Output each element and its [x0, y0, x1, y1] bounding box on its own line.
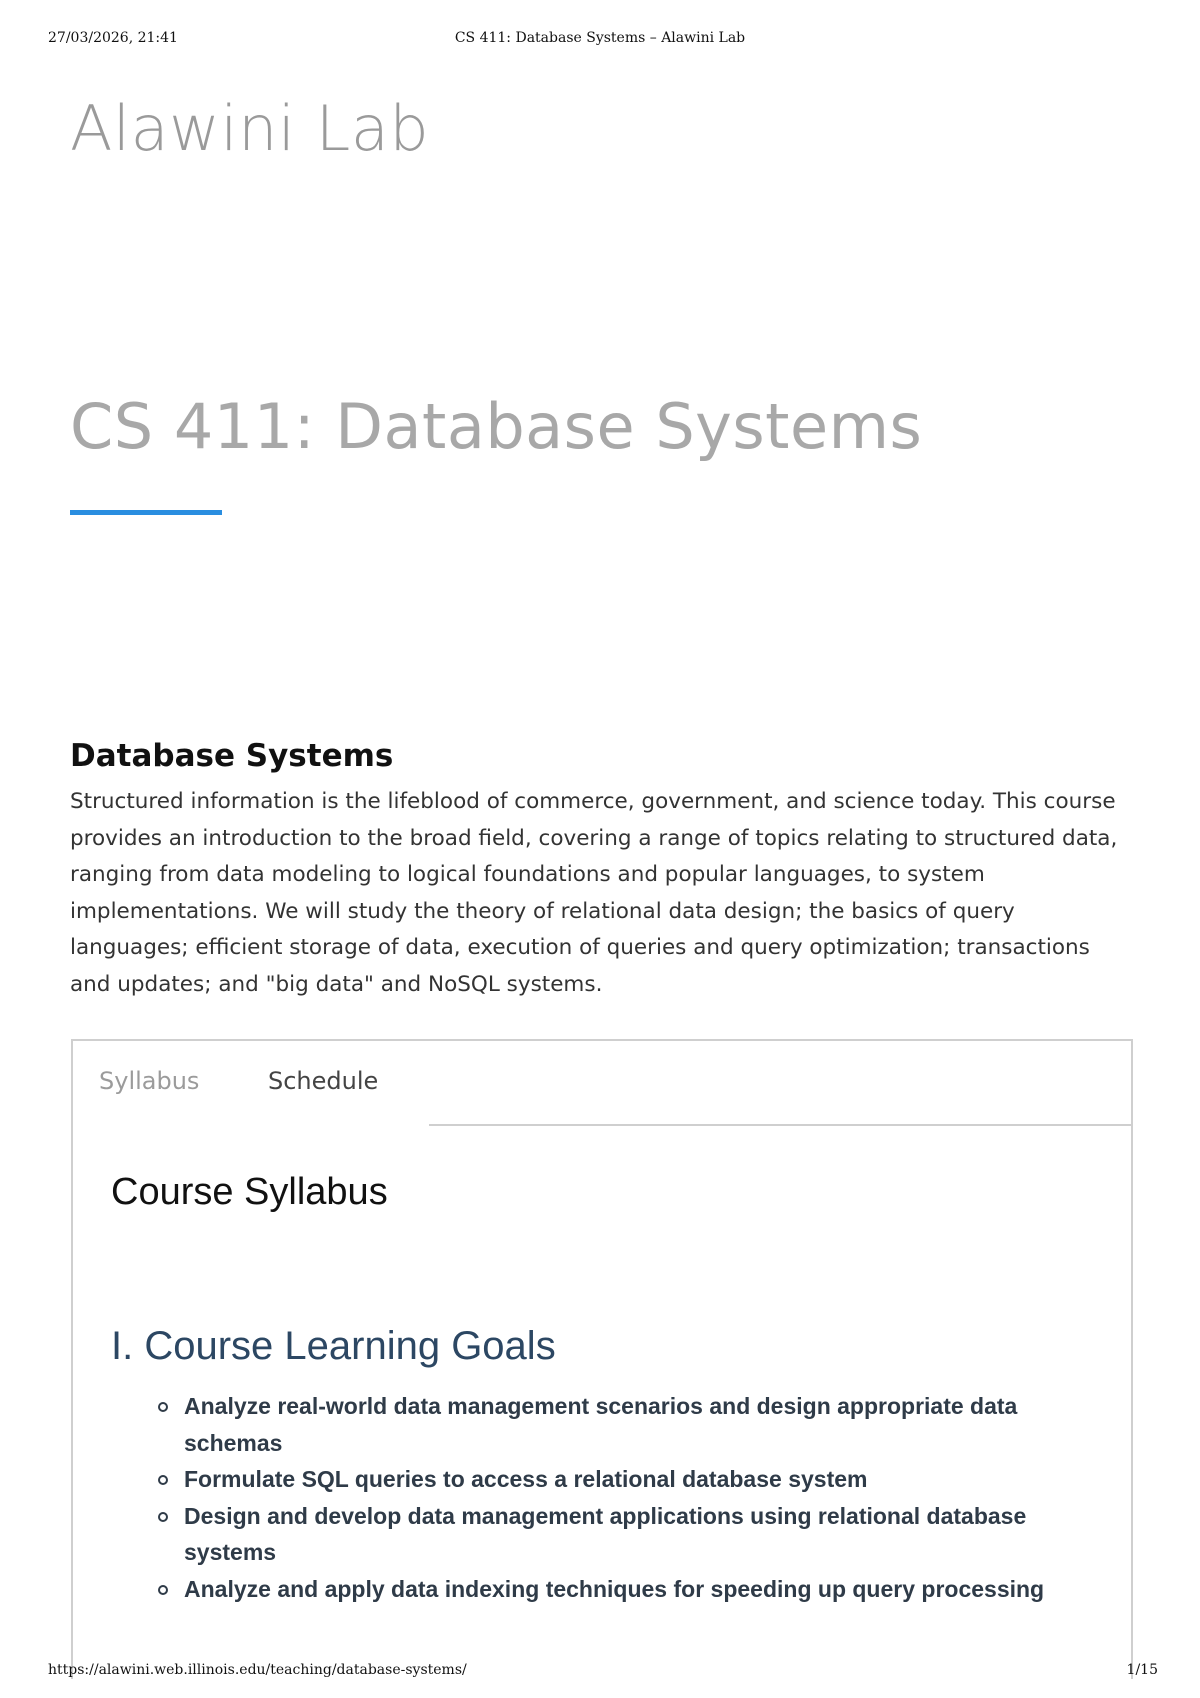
list-item [158, 1498, 1088, 1571]
syllabus-title: Course Syllabus [111, 1171, 388, 1213]
print-header [0, 30, 1200, 50]
print-url: https://alawini.web.illinois.edu/teaching/database-systems/ [48, 1662, 467, 1678]
syllabus-card [71, 1039, 1133, 1679]
circle-bullet-icon [158, 1512, 168, 1522]
list-item [158, 1571, 1088, 1608]
circle-bullet-icon [158, 1475, 168, 1485]
intro-text: Structured information is the lifeblood of commerce, government, and science today. This course provides an introduction to the broad field, covering a range of topics relating to structured data, ranging from data modeling to logical foundations and popular languages, to system implementations. We will study the theory of relational data design; the basics of query languages; efficient storage of data, execution of queries and query optimization; transactions and updates; and "big data" and NoSQL systems. [70, 789, 1118, 997]
tab-bar-fill [429, 1041, 1131, 1126]
goals-list [158, 1388, 1088, 1607]
print-datetime: 27/03/2026, 21:41 [48, 30, 178, 46]
goals-heading: I. Course Learning Goals [111, 1324, 556, 1368]
print-page-number: 1/15 [1126, 1662, 1158, 1678]
tab-schedule[interactable]: Schedule [268, 1067, 379, 1095]
goal-text: Analyze and apply data indexing techniques for speeding up query processing [184, 1575, 1045, 1602]
goal-text: Analyze real-world data management scenarios and design appropriate data schemas [184, 1393, 1018, 1456]
list-item [158, 1461, 1088, 1498]
title-underline [70, 510, 222, 515]
page-title: CS 411: Database Systems [70, 390, 923, 463]
list-item [158, 1388, 1088, 1461]
intro-heading: Database Systems [70, 738, 394, 774]
print-footer [0, 1662, 1200, 1682]
goal-text: Formulate SQL queries to access a relational database system [184, 1466, 868, 1492]
print-doc-title: CS 411: Database Systems – Alawini Lab [454, 30, 746, 46]
circle-bullet-icon [158, 1585, 168, 1595]
tab-bar [73, 1039, 1131, 1124]
circle-bullet-icon [158, 1402, 168, 1412]
goal-text: Design and develop data management applications using relational database systems [184, 1502, 1027, 1565]
tab-syllabus[interactable]: Syllabus [99, 1067, 200, 1095]
site-title-link[interactable]: Alawini Lab [70, 92, 430, 165]
